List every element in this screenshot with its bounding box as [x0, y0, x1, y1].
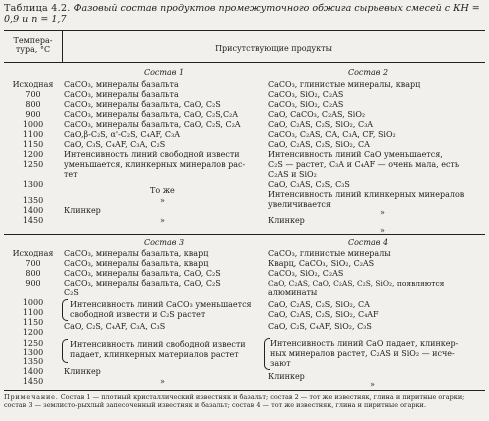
c4-line: CaCO₃, глинистые минералы — [268, 249, 391, 258]
brace-c3-upper — [62, 299, 68, 321]
c2-line: CaCO₃, SiO₂, C₂AS — [268, 90, 344, 99]
brace-c3-lower — [62, 339, 68, 363]
temp-cell: 800 — [25, 269, 41, 278]
c4-line: CaO, C₂AS, C₂S, SiO₂, CA — [268, 300, 370, 309]
footnote-label: Примечание. — [4, 393, 59, 401]
c2-line: CaO, C₃AS, C₂S, C₃S — [268, 180, 350, 189]
rule-bottom — [4, 390, 485, 391]
section-composition-1: Состав 1 — [143, 68, 185, 77]
c2-line: CaCO₃, глинистые минералы, кварц — [268, 80, 421, 89]
temp-cell: 900 — [25, 279, 41, 288]
c3-line: CaCO₃, минералы базальта, CaO, C₂S — [64, 269, 221, 278]
c2-line: CaO, CaCO₃, C₂AS, SiO₂ — [268, 110, 366, 119]
temp-cell: 1200 — [22, 328, 44, 337]
rule-top — [4, 30, 485, 31]
c2-line: » — [380, 226, 385, 235]
temp-cell: 1300 — [22, 348, 44, 357]
section-composition-2: Состав 2 — [347, 68, 389, 77]
c3-line: падает, клинкерных материалов растет — [70, 350, 239, 359]
footnote-text: Состав 1 — плотный кристаллический известняк и базальт; состав 2 — тот же известняк, глина и пиритные огарки; состав 3 — землисто-рыхлый запесоченный известняк и базальт; состав 4 — тот же известняк, глина и пиритные огарки. — [4, 393, 465, 409]
c4-line: Клинкер — [268, 372, 305, 381]
c2-line: C₂AS и SiO₂ — [268, 170, 317, 179]
c4-line: CaO, C₂S, C₄AF, SiO₂, C₃S — [268, 322, 372, 331]
c4-line: ных минералов растет, C₂AS и SiO₂ — исче- — [270, 349, 455, 358]
section-composition-4: Состав 4 — [347, 238, 389, 247]
temp-cell: 1350 — [22, 357, 44, 366]
c4-line: Интенсивность линий CaO падает, клинкер- — [270, 339, 459, 348]
c3-line: CaCO₃, минералы базальта, кварц — [64, 259, 209, 268]
temp-cell: 1100 — [22, 308, 44, 317]
c1-line: CaCO₃, минералы базальта — [64, 80, 179, 89]
c3-line: CaO, C₂S, C₄AF, C₃A, C₃S — [64, 322, 166, 331]
c3-line: Клинкер — [64, 367, 101, 376]
c3-line: свободной извести и C₂S растет — [70, 310, 206, 319]
c3-line: Интенсивность линий свободной извести — [70, 340, 246, 349]
rule-middle — [4, 234, 485, 235]
table-caption — [4, 4, 485, 25]
temp-cell: 1100 — [22, 130, 44, 139]
temp-cell: 1350 — [22, 196, 44, 205]
rule-header — [4, 62, 485, 63]
c2-line: CaCO₃, C₂AS, CA, C₃A, CF, SiO₂ — [268, 130, 396, 139]
c2-line: CaCO₃, SiO₂, C₂AS — [268, 100, 344, 109]
temp-cell: Исходная — [12, 249, 54, 258]
c1-line: Интенсивность линий свободной извести — [64, 150, 240, 159]
c2-line: » — [380, 208, 385, 217]
temp-cell: 1400 — [22, 367, 44, 376]
c1-line: CaCO₃, минералы базальта, CaO, C₂S,C₂A — [64, 110, 239, 119]
c4-line: CaO, C₂AS, C₂S, SiO₂, C₄AF — [268, 310, 379, 319]
c1-line: CaCO₃, минералы базальта, CaO, C₂S — [64, 100, 221, 109]
c2-line: C₂S — растет, C₃A и C₄AF — очень мала, есть — [268, 160, 460, 169]
temp-cell: 1150 — [22, 140, 44, 149]
c3-line: Интенсивность линий CaCO₃ уменьшается — [70, 300, 252, 309]
c1-line: CaCO₃, минералы базальта — [64, 90, 179, 99]
c2-line: Интенсивность линий клинкерных минералов — [268, 190, 465, 199]
c1-line: CaO, C₃S, C₄AF, C₃A, C₂S — [64, 140, 166, 149]
c2-line: Интенсивность линий CaO уменьшается, — [268, 150, 443, 159]
temp-cell: 1000 — [22, 298, 44, 307]
c4-line: Кварц, CaCO₃, SiO₂, C₂AS — [268, 259, 375, 268]
table-footnote — [4, 394, 485, 409]
temp-cell: 700 — [25, 259, 41, 268]
c2-line: увеличивается — [268, 200, 331, 209]
c4-line: зают — [270, 359, 291, 368]
c2-line: Клинкер — [268, 216, 305, 225]
c3-line: CaCO₃, минералы базальта, кварц — [64, 249, 209, 258]
c4-line: CaO, C₂AS, CaO, C₂AS, C₂S, SiO₂, появляются — [268, 279, 445, 288]
c1-line: уменьшается, клинкерных минералов рас- — [64, 160, 246, 169]
header-temperature: Темпера- тура, °С — [13, 36, 53, 54]
temp-cell: 800 — [25, 100, 41, 109]
temp-cell: Исходная — [12, 80, 54, 89]
c3-line: CaCO₃, минералы базальта, CaO, C₂S — [64, 279, 221, 288]
temp-cell: 1300 — [22, 180, 44, 189]
temp-cell: 1250 — [22, 339, 44, 348]
c4-line: » — [370, 380, 375, 389]
temp-cell: 900 — [25, 110, 41, 119]
c3-line: » — [160, 377, 165, 386]
table-number: Таблица 4.2. — [4, 3, 71, 14]
section-composition-3: Состав 3 — [143, 238, 185, 247]
temp-cell: 1000 — [22, 120, 44, 129]
c1-line: CaO,β-C₂S, α'-C₂S, C₄AF, C₃A — [64, 130, 180, 139]
temp-cell: 1450 — [22, 377, 44, 386]
c1-line: тет — [64, 170, 78, 179]
temp-cell: 1200 — [22, 150, 44, 159]
c1-line: Клинкер — [64, 206, 101, 215]
c1-line: CaCO₃, минералы базальта, CaO, C₂S, C₂A — [64, 120, 241, 129]
c1-line: » — [160, 196, 165, 205]
c2-line: CaO, C₂AS, C₂S, SiO₂, C₃A — [268, 120, 374, 129]
temp-cell: 1150 — [22, 318, 44, 327]
c1-line: » — [160, 216, 165, 225]
temp-cell: 1450 — [22, 216, 44, 225]
c3-line: C₂S — [64, 288, 79, 297]
temp-cell: 1400 — [22, 206, 44, 215]
c2-line: CaO, C₂AS, C₂S, SiO₂, CA — [268, 140, 370, 149]
c1-line: То же — [150, 186, 175, 195]
temp-cell: 1250 — [22, 160, 44, 169]
header-products: Присутствующие продукты — [215, 44, 332, 53]
c4-line: CaCO₃, SiO₂, C₂AS — [268, 269, 344, 278]
table-title: Фазовый состав продуктов промежуточного обжига сырьевых смесей с КН = 0,9 и n = 1,7 — [4, 3, 480, 25]
c4-line: алюминаты — [268, 288, 318, 297]
temp-cell: 700 — [25, 90, 41, 99]
